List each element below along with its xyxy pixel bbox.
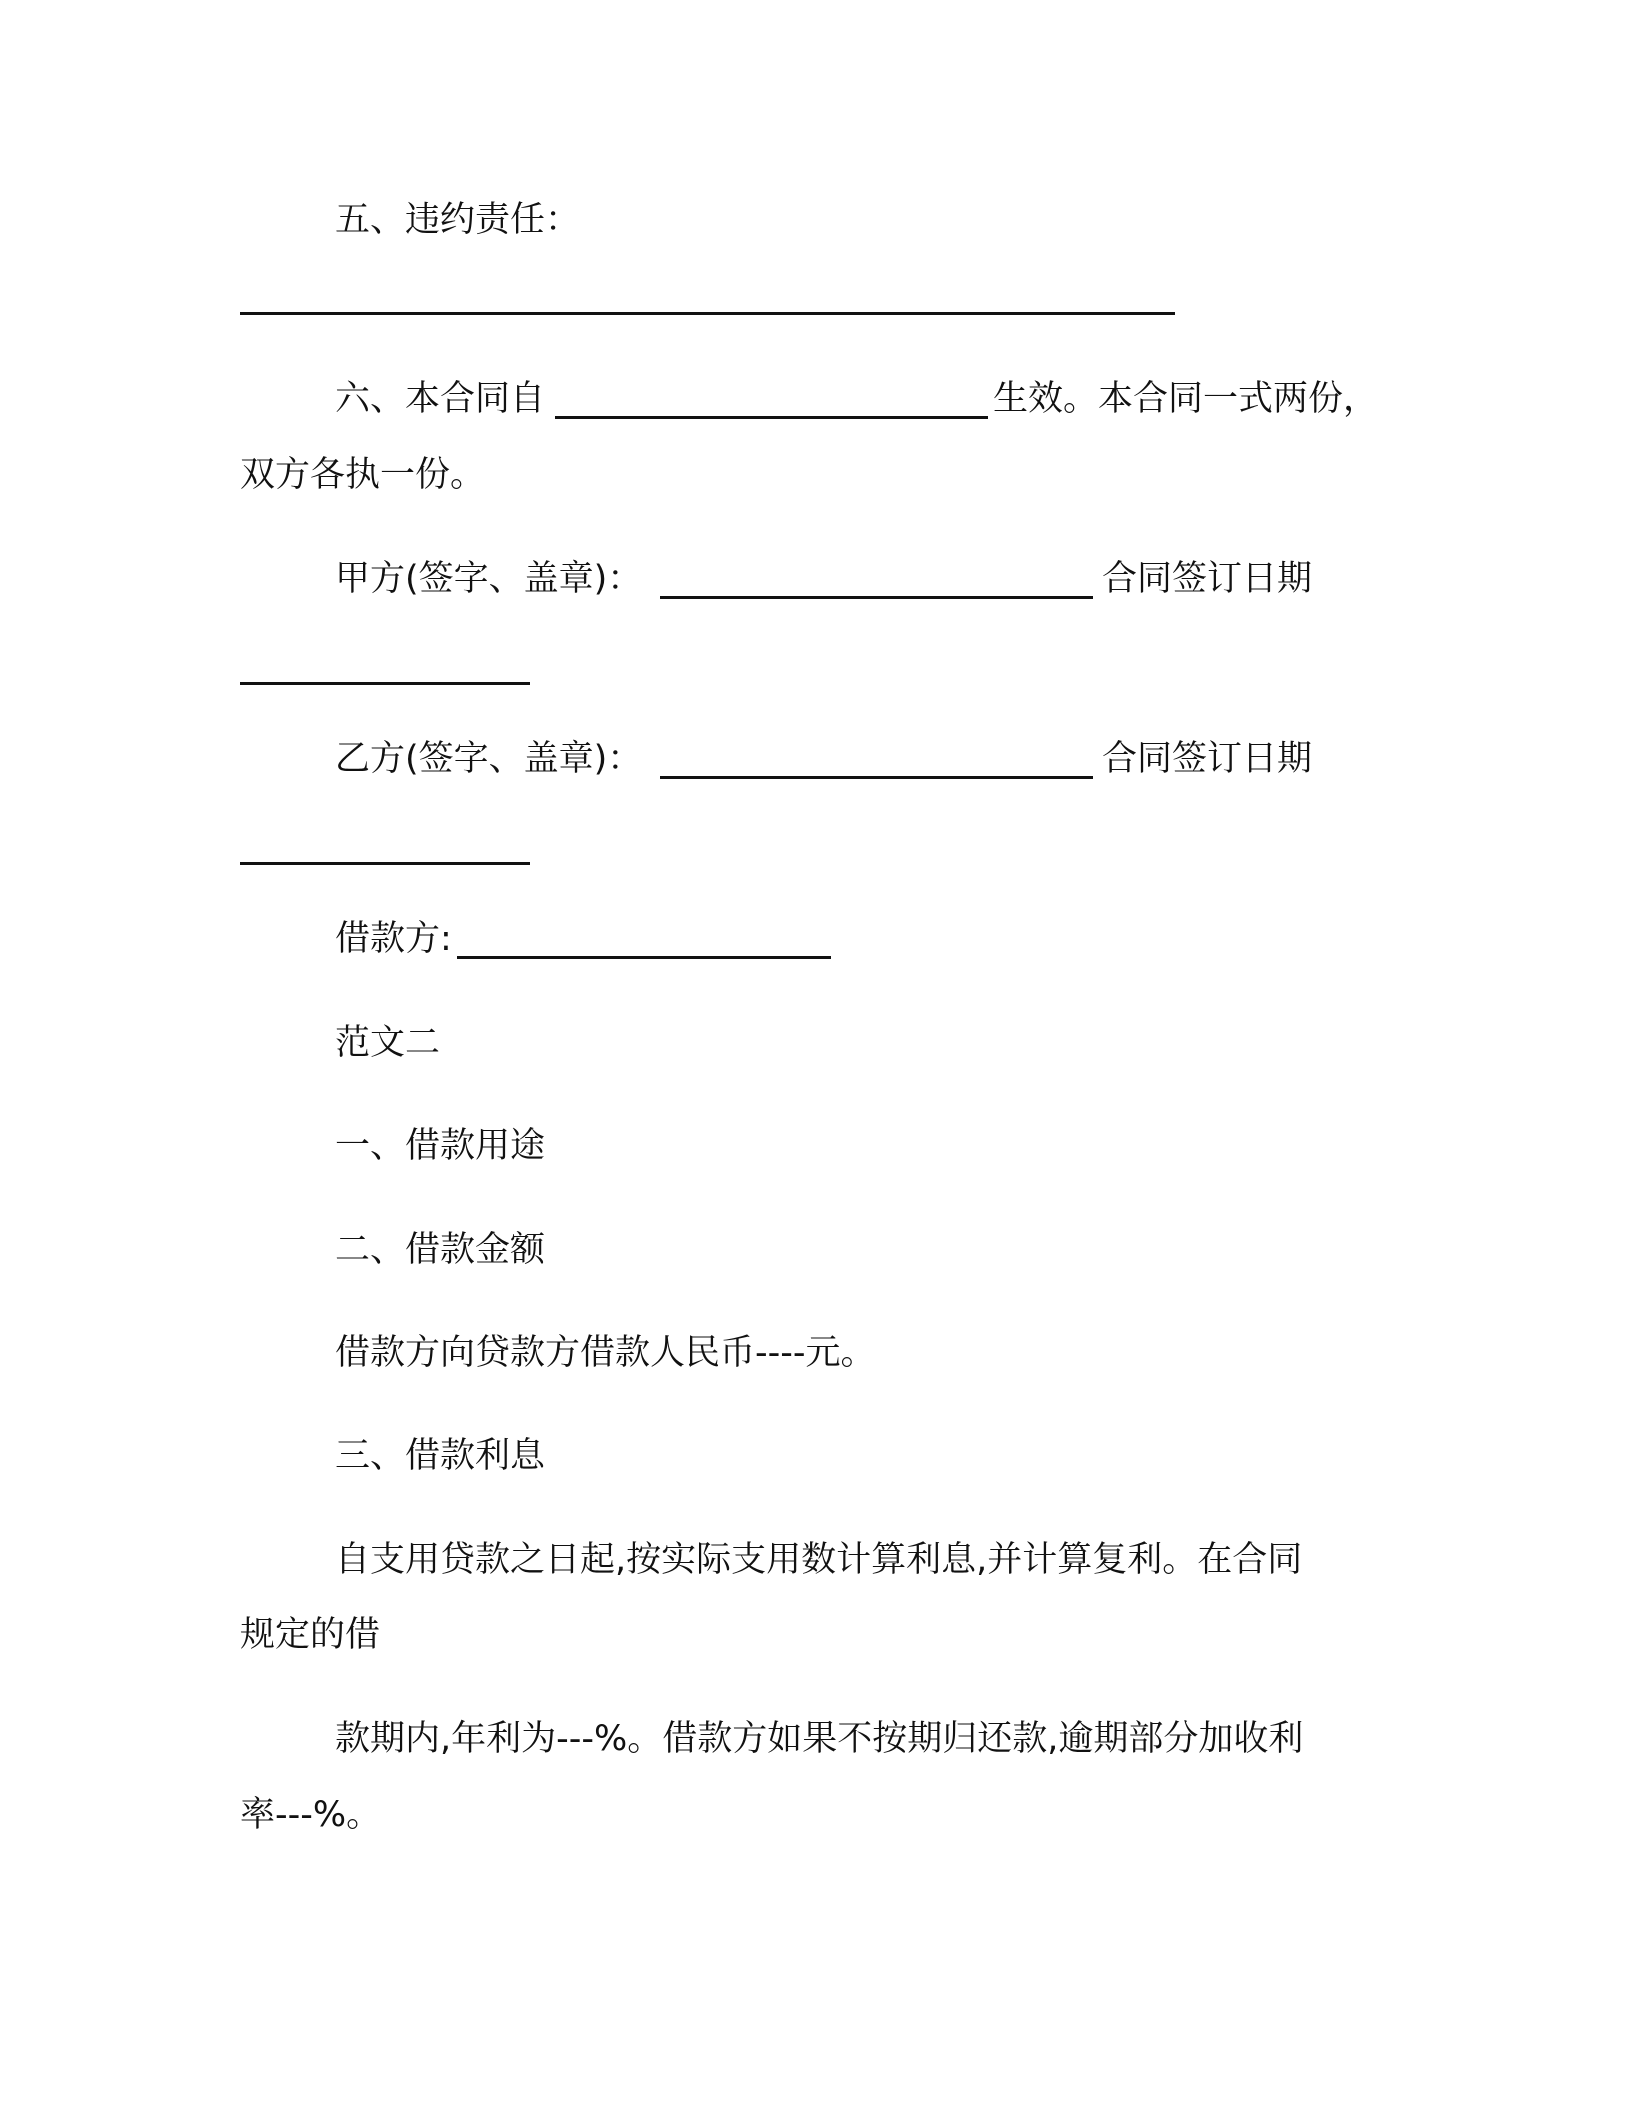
breach-liability-blank-line — [240, 312, 1175, 315]
item-1-heading: 一、借款用途 — [335, 1126, 546, 1166]
party-a-label: 甲方(签字、盖章)： — [335, 559, 643, 599]
sample-2-title: 范文二 — [335, 1023, 441, 1063]
party-b-label: 乙方(签字、盖章)： — [335, 739, 643, 779]
party-b-date-line — [240, 862, 530, 865]
item-3-body-line-4: 率---%。 — [240, 1795, 382, 1835]
section-6-start: 六、本合同自 — [335, 379, 546, 419]
item-3-heading: 三、借款利息 — [335, 1436, 546, 1476]
party-b-signature-line — [660, 776, 1093, 779]
borrower-signature-line — [457, 956, 831, 959]
effective-date-blank-line — [555, 416, 988, 419]
party-a-signature-line — [660, 596, 1093, 599]
item-3-body-line-3: 款期内,年利为---%。借款方如果不按期归还款,逾期部分加收利 — [335, 1719, 1304, 1759]
item-2-heading: 二、借款金额 — [335, 1230, 546, 1270]
section-5-heading: 五、违约责任： — [335, 200, 581, 240]
item-2-body: 借款方向贷款方借款人民币----元。 — [335, 1333, 876, 1373]
borrower-label: 借款方: — [335, 919, 452, 959]
party-a-date-line — [240, 682, 530, 685]
section-6-end: 生效。本合同一式两份， — [993, 379, 1379, 419]
party-a-date-label: 合同签订日期 — [1102, 559, 1313, 599]
section-6-continuation: 双方各执一份。 — [240, 455, 486, 495]
party-b-date-label: 合同签订日期 — [1102, 739, 1313, 779]
item-3-body-line-1: 自支用贷款之日起,按实际支用数计算利息,并计算复利。在合同 — [335, 1540, 1303, 1580]
item-3-body-line-2: 规定的借 — [240, 1615, 381, 1655]
